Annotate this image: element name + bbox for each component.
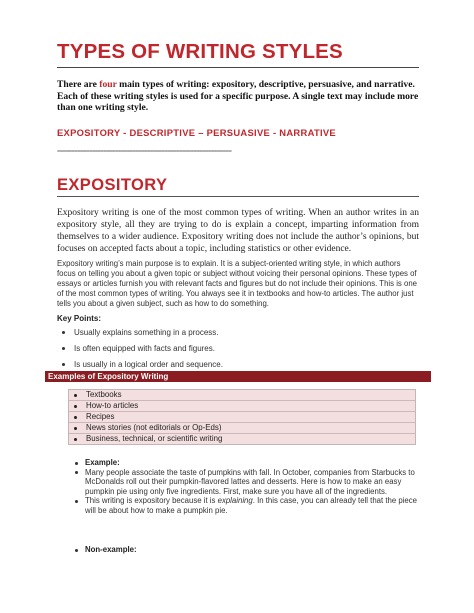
bullet-icon bbox=[74, 427, 77, 430]
explanation-emphasis: explaining bbox=[217, 496, 253, 506]
table-cell: News stories (not editorials or Op-Eds) bbox=[86, 423, 222, 432]
section-divider bbox=[57, 196, 419, 197]
intro-highlight: four bbox=[99, 79, 117, 90]
non-example-label: Non-example: bbox=[85, 545, 137, 554]
bullet-icon bbox=[75, 549, 78, 552]
intro-text-start: There are bbox=[57, 79, 100, 90]
table-row bbox=[69, 434, 415, 444]
bullet-icon bbox=[74, 394, 77, 397]
section-heading: EXPOSITORY bbox=[57, 176, 168, 194]
list-item-text: Is usually in a logical order and sequence. bbox=[74, 360, 223, 369]
table-row bbox=[69, 423, 415, 434]
list-item bbox=[57, 357, 417, 372]
bullet-icon bbox=[62, 363, 65, 366]
intro-text-end: main types of writing: expository, descriptive, persuasive, and narrative. Each of these writing styles is used for a specific purpose. A single text may include more than one writing style. bbox=[57, 79, 419, 114]
bullet-icon bbox=[75, 462, 78, 465]
table-row bbox=[69, 401, 415, 412]
key-points-list bbox=[57, 324, 417, 372]
bullet-icon bbox=[75, 500, 78, 503]
bullet-icon bbox=[74, 438, 77, 441]
page-title: TYPES OF WRITING STYLES bbox=[57, 40, 343, 63]
example-list bbox=[57, 458, 421, 516]
list-item bbox=[57, 341, 417, 356]
table-row bbox=[69, 390, 415, 401]
table-row bbox=[69, 412, 415, 423]
explanation-text-end: . In this case, you can already tell that the piece will be about how to make a pumpkin pie. bbox=[85, 496, 417, 515]
expository-detail-paragraph: Expository writing’s main purpose is to explain. It is a subject-oriented writing style, in which authors focus on telling you about a given topic or subject without voicing their personal opinions. These types of essays or articles furnish you with relevant facts and figures but do not include their opinions. This is one of the most common types of writing. You always see it in textbooks and how-to articles. The author just tells you about a given subject, such as how to do something. bbox=[57, 259, 418, 308]
non-example bbox=[57, 545, 421, 555]
title-divider bbox=[57, 67, 419, 68]
bullet-icon bbox=[74, 405, 77, 408]
list-item-text: Usually explains something in a process. bbox=[74, 328, 219, 337]
explanation-text-start: This writing is expository because it is bbox=[85, 496, 218, 506]
key-points-label: Key Points: bbox=[57, 314, 102, 323]
examples-header: Examples of Expository Writing bbox=[48, 372, 169, 381]
bullet-icon bbox=[75, 471, 78, 474]
examples-table bbox=[68, 389, 416, 445]
list-item bbox=[57, 545, 421, 555]
bullet-icon bbox=[74, 416, 77, 419]
expository-intro-paragraph: Expository writing is one of the most common types of writing. When an author writes in an expository style, all they are trying to do is explain a concept, imparting information from themselves to a wider audience. Expository writing does not include the author’s opinions, but focuses on accepted facts about a topic, including statistics or other evidence. bbox=[57, 208, 419, 254]
equals-divider: ============================================================ bbox=[57, 149, 232, 155]
list-item bbox=[57, 468, 421, 497]
writing-types-line: EXPOSITORY - DESCRIPTIVE – PERSUASIVE - NARRATIVE bbox=[57, 127, 336, 138]
bullet-icon bbox=[62, 331, 65, 334]
example-text: Many people associate the taste of pumpkins with fall. In October, companies from Starbucks to McDonalds roll out their pumpkin-flavored lattes and desserts. Here is how to make an easy pumpkin pie using only five ingredients. First, make sure you have all of the ingredients. bbox=[85, 467, 415, 496]
table-cell: How-to articles bbox=[86, 401, 139, 410]
table-cell: Textbooks bbox=[86, 390, 122, 399]
table-cell: Business, technical, or scientific writing bbox=[86, 434, 223, 443]
list-item-text: Is often equipped with facts and figures. bbox=[74, 344, 215, 353]
list-item bbox=[57, 325, 417, 340]
table-cell: Recipes bbox=[86, 412, 115, 421]
bullet-icon bbox=[62, 347, 65, 350]
list-item bbox=[57, 458, 421, 468]
list-item bbox=[57, 496, 421, 515]
intro-paragraph bbox=[57, 79, 421, 114]
example-label: Example: bbox=[85, 458, 120, 467]
examples-header-bar bbox=[45, 371, 431, 382]
